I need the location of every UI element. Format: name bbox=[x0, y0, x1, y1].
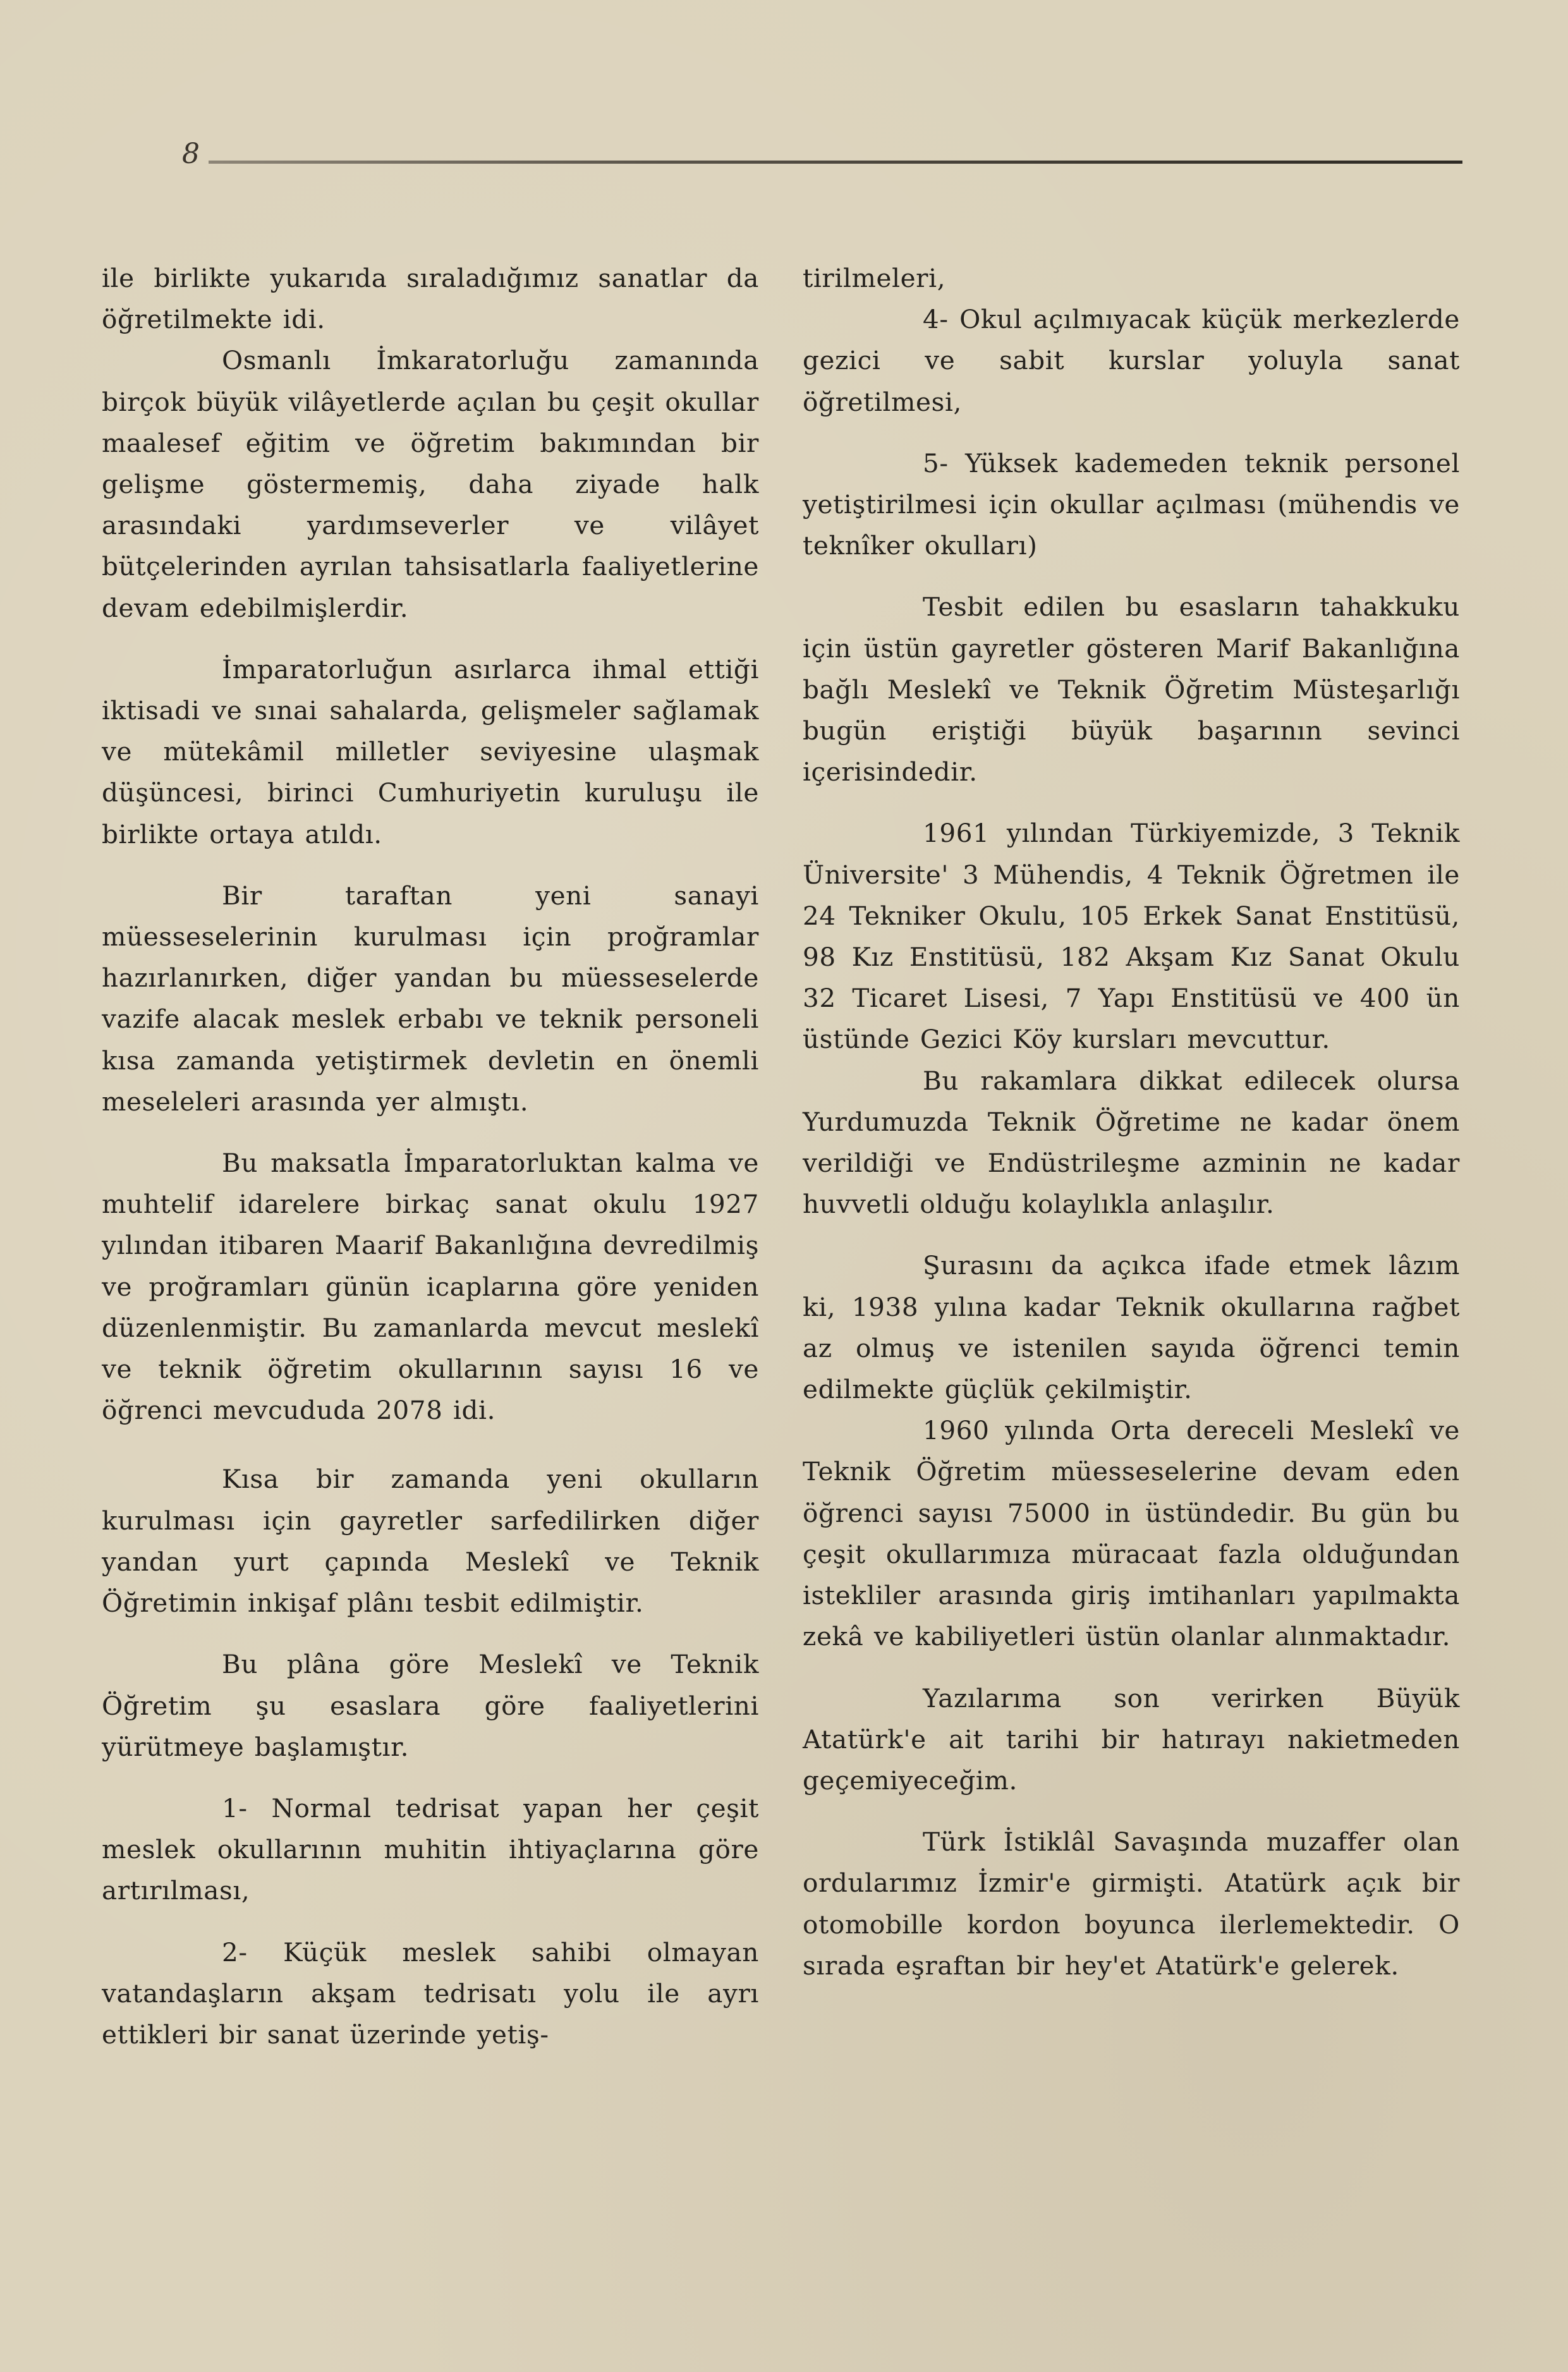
paragraph: Osmanlı İmkaratorluğu zamanında birçok büyük vilâyetlerde açılan bu çeşit okullar maalesef eğitim ve öğretim bakımından bir gelişme göstermemiş, daha ziyade halk arasındaki yardımseverler ve vilâyet bütçelerinden ayrılan tahsisatlarla faaliyetlerine devam edebilmişlerdir. bbox=[102, 345, 759, 623]
paragraph: Kısa bir zamanda yeni okulların kurulması için gayretler sarfedilirken diğer yandan yurt çapında Meslekî ve Teknik Öğretimin inkişaf plânı tesbit edilmiştir. bbox=[102, 1464, 759, 1619]
paragraph: 4- Okul açılmıyacak küçük merkezlerde gezici ve sabit kurslar yoluyla sanat öğretilmesi, bbox=[803, 304, 1460, 417]
paragraph: 5- Yüksek kademeden teknik personel yetiştirilmesi için okullar açılması (mühendis ve teknîker okulları) bbox=[803, 447, 1460, 561]
paragraph: Bu plâna göre Meslekî ve Teknik Öğretim şu esaslara göre faaliyetlerini yürütmeye başlamıştır. bbox=[102, 1649, 759, 1762]
paragraph: İmparatorluğun asırlarca ihmal ettiği iktisadi ve sınai sahalarda, gelişmeler sağlamak ve mütekâmil milletler seviyesine ulaşmak düşüncesi, birinci Cumhuriyetin kuruluşu ile birlikte ortaya atıldı. bbox=[102, 654, 759, 849]
paragraph: 1- Normal tedrisat yapan her çeşit meslek okullarının muhitin ihtiyaçlarına göre artırılması, bbox=[102, 1792, 759, 1906]
paragraph: 2- Küçük meslek sahibi olmayan vatandaşların akşam tedrisatı yolu ile ayrı ettikleri bir sanat üzerinde yetiş- bbox=[102, 1937, 759, 2050]
paragraph: Bu rakamlara dikkat edilecek olursa Yurdumuzda Teknik Öğretime ne kadar önem verildiği ve Endüstrileşme azminin ne kadar huvvetli olduğu kolaylıkla anlaşılır. bbox=[803, 1065, 1460, 1220]
paragraph: Bir taraftan yeni sanayi müesseselerinin kurulması için proğramlar hazırlanırken, diğer yandan bu müesseselerde vazife alacak meslek erbabı ve teknik personeli kısa zamanda yetiştirmek devletin en önemli meseleleri arasında yer almıştı. bbox=[102, 880, 759, 1117]
left-text-column bbox=[102, 258, 759, 2055]
paragraph: Yazılarıma son verirken Büyük Atatürk'e ait tarihi bir hatırayı nakietmeden geçemiyeceğim. bbox=[803, 1682, 1460, 1796]
page-number: 8 bbox=[182, 138, 200, 170]
paragraph: Şurasını da açıkca ifade etmek lâzım ki, 1938 yılına kadar Teknik okullarına rağbet az olmuş ve istenilen sayıda öğrenci temin edilmekte güçlük çekilmiştir. bbox=[803, 1250, 1460, 1405]
right-text-column bbox=[803, 258, 1460, 1986]
paragraph: 1960 yılında Orta dereceli Meslekî ve Teknik Öğretim müesseselerine devam eden öğrenci sayısı 75000 in üstündedir. Bu gün bu çeşit okullarımıza müracaat fazla olduğundan istekliler arasında giriş imtihanları yapılmakta zekâ ve kabiliyetleri üstün olanlar alınmaktadır. bbox=[803, 1415, 1460, 1652]
paragraph: tirilmeleri, bbox=[803, 263, 946, 293]
paragraph: Bu maksatla İmparatorluktan kalma ve muhtelif idarelere birkaç sanat okulu 1927 yılından itibaren Maarif Bakanlığına devredilmiş ve proğramları günün icaplarına göre yeniden düzenlenmiştir. Bu zamanlarda mevcut meslekî ve teknik öğretim okullarının sayısı 16 ve öğrenci mevcududa 2078 idi. bbox=[102, 1148, 759, 1426]
paragraph: 1961 yılından Türkiyemizde, 3 Teknik Üniversite' 3 Mühendis, 4 Teknik Öğretmen ile 24 Tekniker Okulu, 105 Erkek Sanat Enstitüsü, 98 Kız Enstitüsü, 182 Akşam Kız Sanat Okulu 32 Ticaret Lisesi, 7 Yapı Enstitüsü ve 400 ün üstünde Gezici Köy kursları mevcuttur. bbox=[803, 818, 1460, 1055]
header-rule bbox=[209, 161, 1462, 164]
paragraph: Tesbit edilen bu esasların tahakkuku için üstün gayretler gösteren Marif Bakanlığına bağlı Meslekî ve Teknik Öğretim Müsteşarlığı bugün eriştiği büyük başarının sevinci içerisindedir. bbox=[803, 592, 1460, 788]
paragraph: Türk İstiklâl Savaşında muzaffer olan ordularımız İzmir'e girmişti. Atatürk açık bir otomobille kordon boyunca ilerlemektedir. O sırada eşraftan bir hey'et Atatürk'e gelerek. bbox=[803, 1827, 1460, 1981]
paragraph: ile birlikte yukarıda sıraladığımız sanatlar da öğretilmekte idi. bbox=[102, 263, 759, 335]
